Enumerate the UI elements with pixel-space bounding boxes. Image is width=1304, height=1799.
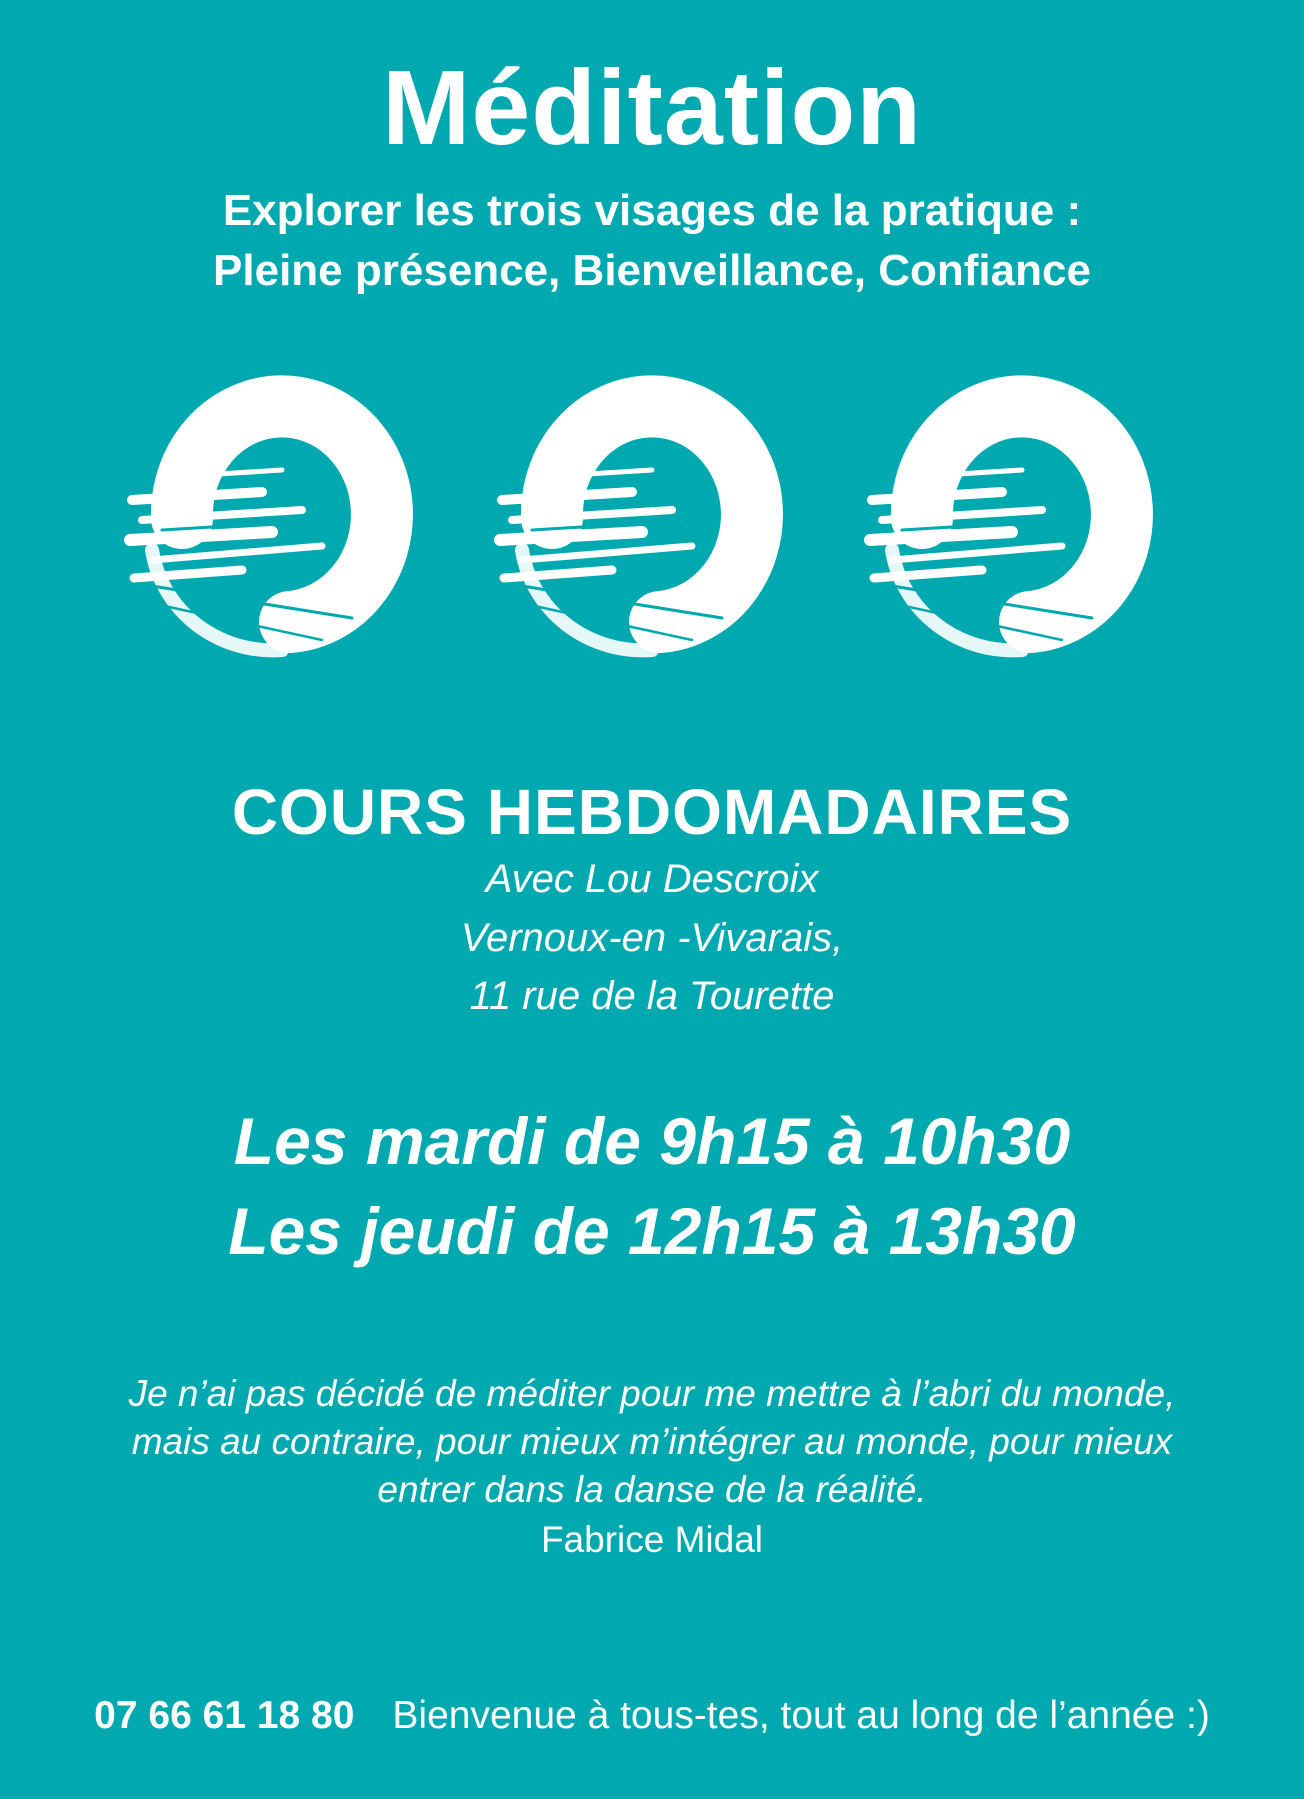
quote-author: Fabrice Midal bbox=[540, 1519, 764, 1560]
poster-subtitle-line2: Pleine présence, Bienveillance, Confiance bbox=[213, 246, 1091, 295]
quote-line1: Je n’ai pas décidé de méditer pour me mettre à l’abri du monde, bbox=[128, 1373, 1176, 1414]
enso-circle-icon bbox=[492, 350, 812, 680]
poster-subtitle-line1: Explorer les trois visages de la pratique : bbox=[222, 186, 1082, 235]
address-line: 11 rue de la Tourette bbox=[469, 974, 835, 1018]
quote-line2: mais au contraire, pour mieux m’intégrer au monde, pour mieux bbox=[131, 1421, 1173, 1462]
schedule-thursday: Les jeudi de 12h15 à 13h30 bbox=[228, 1194, 1076, 1268]
course-title: COURS HEBDOMADAIRES bbox=[231, 776, 1073, 848]
welcome-text: Bienvenue à tous-tes, tout au long de l’année :) bbox=[392, 1694, 1210, 1737]
enso-circle-icon bbox=[122, 350, 442, 680]
poster-title: Méditation bbox=[382, 49, 922, 167]
phone-number: 07 66 61 18 80 bbox=[94, 1694, 355, 1737]
town-line: Vernoux-en -Vivarais, bbox=[460, 916, 844, 960]
enso-circle-icon bbox=[862, 350, 1182, 680]
quote-line3: entrer dans la danse de la réalité. bbox=[377, 1469, 927, 1510]
teacher-line: Avec Lou Descroix bbox=[485, 857, 819, 901]
schedule-tuesday: Les mardi de 9h15 à 10h30 bbox=[233, 1104, 1071, 1178]
footer bbox=[0, 1693, 1304, 1740]
